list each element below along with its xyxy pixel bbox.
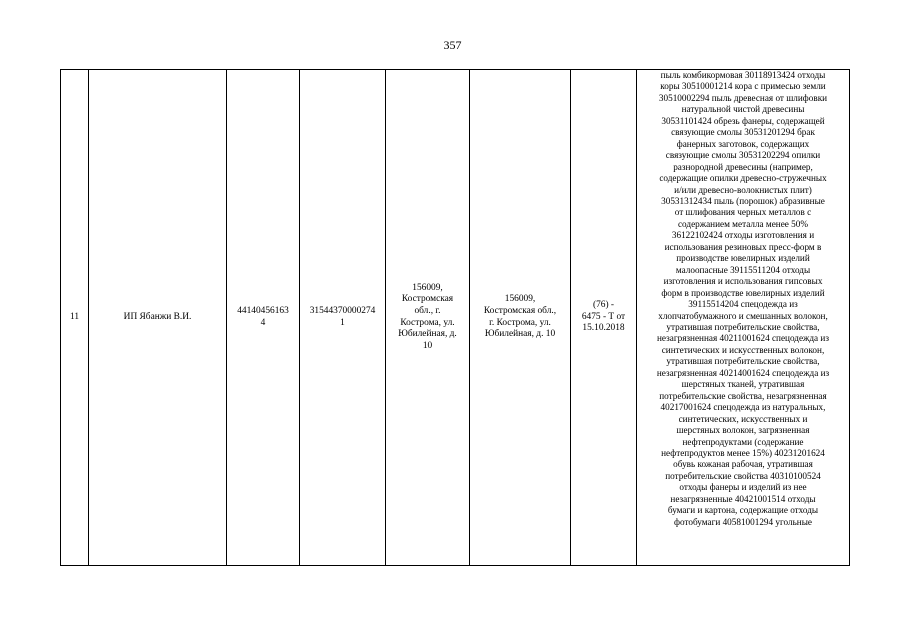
- inn-line: 44140456163: [237, 305, 289, 316]
- inn-line: 4: [260, 317, 266, 328]
- waste-line: и/или древесно-волокнистых плит): [674, 184, 812, 195]
- address-line: Юбилейная, д.: [398, 329, 457, 340]
- waste-line: 40217001624 спецодежда из натуральных,: [660, 402, 826, 413]
- waste-line: незагрязненная 40211001624 спецодежда из: [657, 333, 829, 344]
- waste-line: содержащие опилки древесно-стружечных: [659, 173, 827, 184]
- address-line: Костромская: [401, 294, 454, 305]
- waste-line: синтетических, искусственных и: [678, 413, 808, 424]
- waste-line: синтетических и искусственных волокон,: [661, 344, 825, 355]
- organization-name-cell: ИП Ябанжи В.И.: [89, 70, 227, 566]
- waste-line: нефтепродуктов менее 15%) 40231201624: [661, 447, 825, 458]
- inn-cell: [227, 70, 300, 566]
- waste-line: пыль комбикормовая 30118913424 отходы: [660, 70, 826, 80]
- license-line: 15.10.2018: [582, 323, 625, 334]
- waste-line: связующие смолы 30531202294 опилки: [665, 150, 821, 161]
- waste-line: шерстяных волокон, загрязненная: [676, 425, 810, 436]
- waste-line: потребительские свойства 40310100524: [665, 470, 821, 481]
- page-number: 357: [443, 38, 462, 52]
- legal-address-cell: [386, 70, 470, 566]
- waste-line: незагрязненные 40421001514 отходы: [670, 493, 816, 504]
- ogrn-cell: [300, 70, 386, 566]
- license-cell: [571, 70, 637, 566]
- address-line: обл., г.: [414, 305, 441, 316]
- ogrn-line: 1: [340, 317, 345, 328]
- waste-line: отходы фанеры и изделий из нее: [679, 482, 807, 493]
- waste-line: связующие смолы 30531201294 брак: [671, 127, 815, 138]
- table-row: [61, 70, 850, 566]
- waste-line: использования резиновых пресс-форм в: [664, 241, 822, 252]
- waste-line: утратившая потребительские свойства,: [666, 356, 820, 367]
- waste-line: незагрязненная 40214001624 спецодежда из: [656, 367, 830, 378]
- row-number-cell: 11: [61, 70, 89, 566]
- address-line: 156009,: [504, 294, 536, 305]
- ogrn-line: 31544370000274: [309, 305, 376, 316]
- license-line: (76) -: [592, 300, 615, 311]
- waste-line: обувь кожаная рабочая, утратившая: [673, 459, 813, 470]
- address-line: Кострома, ул.: [400, 317, 455, 328]
- wastes-list: [640, 70, 846, 528]
- waste-line: потребительские свойства, незагрязненная: [659, 390, 827, 401]
- waste-line: шерстяных тканей, утратившая: [681, 379, 805, 390]
- address-line: 156009,: [412, 282, 443, 293]
- waste-line: утратившая потребительские свойства,: [666, 321, 820, 332]
- waste-line: фотобумаги 40581001294 угольные: [674, 516, 812, 527]
- waste-line: хлопчатобумажного и смешанных волокон,: [658, 310, 828, 321]
- waste-line: разнородной древесины (например,: [673, 161, 813, 172]
- waste-line: 30531101424 обрезь фанеры, содержащей: [661, 115, 825, 126]
- waste-line: 30531312434 пыль (порошок) абразивные: [661, 195, 825, 206]
- waste-line: изготовления и использования гипсовых: [663, 276, 823, 287]
- waste-line: коры 30510001214 кора с примесью земли: [660, 81, 826, 92]
- waste-line: бумаги и картона, содержащие отходы: [667, 505, 819, 516]
- registry-table: [60, 69, 850, 566]
- address-line: 10: [422, 340, 433, 351]
- address-line: Юбилейная, д. 10: [484, 329, 556, 340]
- waste-line: малоопасные 39115511204 отходы: [675, 264, 811, 275]
- waste-line: содержанием металла менее 50%: [677, 218, 809, 229]
- waste-line: натуральной чистой древесины: [681, 104, 805, 115]
- license-line: 6475 - Т от: [581, 311, 626, 322]
- waste-line: 36122102424 отходы изготовления и: [671, 230, 815, 241]
- waste-line: от шлифования черных металлов с: [674, 207, 812, 218]
- activity-address-cell: [470, 70, 571, 566]
- waste-line: производстве ювелирных изделий: [676, 253, 810, 264]
- waste-line: 30510002294 пыль древесная от шлифовки: [658, 92, 828, 103]
- wastes-cell: [637, 70, 850, 566]
- waste-line: нефтепродуктами (содержание: [682, 436, 804, 447]
- waste-line: форм в производстве ювелирных изделий: [661, 287, 825, 298]
- waste-line: 39115514204 спецодежда из: [688, 299, 798, 310]
- waste-line: фанерных заготовок, содержащих: [676, 138, 810, 149]
- address-line: Костромская обл.,: [483, 305, 557, 316]
- address-line: г. Кострома, ул.: [489, 317, 551, 328]
